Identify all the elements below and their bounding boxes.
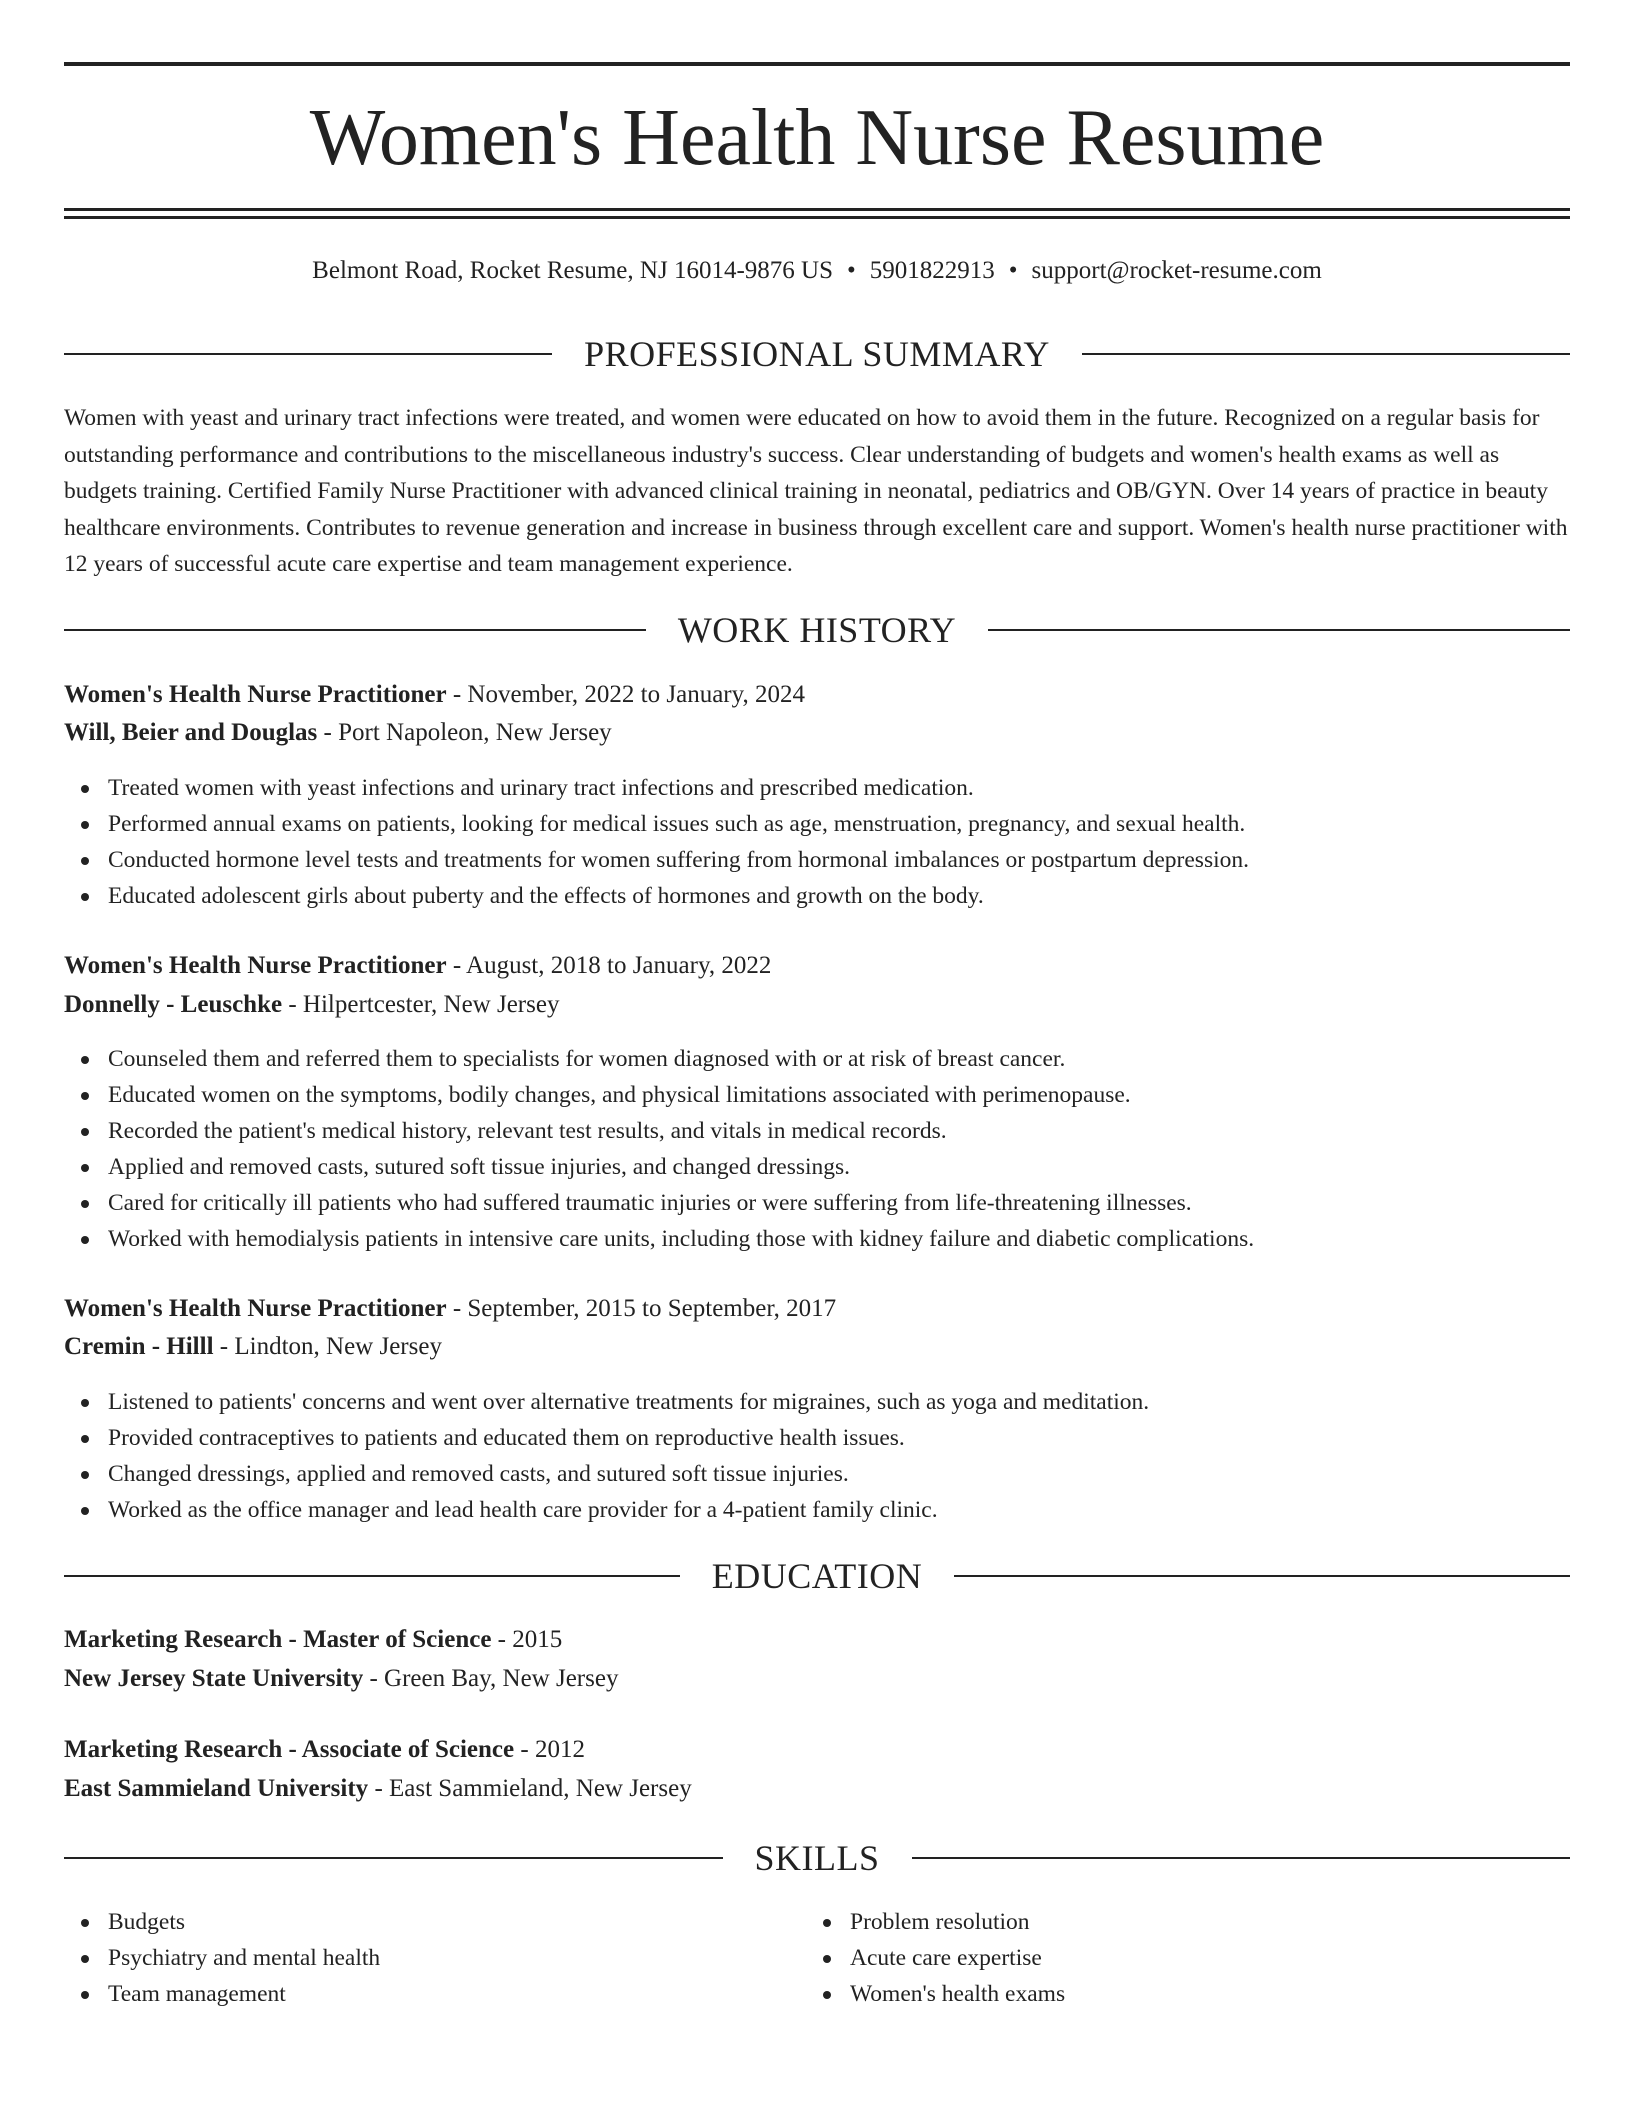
contact-email: support@rocket-resume.com bbox=[1031, 257, 1322, 284]
job-company-line bbox=[64, 987, 1570, 1023]
list-item: Provided contraceptives to patients and educated them on reproductive health issues. bbox=[64, 1420, 1570, 1456]
section-heading-skills bbox=[64, 1836, 1570, 1880]
list-item: Applied and removed casts, sutured soft tissue injuries, and changed dressings. bbox=[64, 1149, 1570, 1185]
list-item: Educated adolescent girls about puberty and the effects of hormones and growth on the body. bbox=[64, 878, 1570, 914]
job-company: Cremin - Hilll bbox=[64, 1333, 214, 1360]
job-dates: - August, 2018 to January, 2022 bbox=[446, 952, 772, 979]
resume-title: Women's Health Nurse Resume bbox=[309, 94, 1325, 182]
skills-list-right bbox=[806, 1904, 1506, 2012]
heading-rule bbox=[1082, 353, 1570, 355]
bullet-icon bbox=[81, 1128, 89, 1136]
list-item: Treated women with yeast infections and urinary tract infections and prescribed medication. bbox=[64, 770, 1570, 806]
job-title-line bbox=[64, 948, 1570, 984]
bullet-icon bbox=[81, 1236, 89, 1244]
list-item: Educated women on the symptoms, bodily changes, and physical limitations associated with perimenopause. bbox=[64, 1077, 1570, 1113]
job-company: Donnelly - Leuschke bbox=[64, 991, 283, 1018]
bullet-icon bbox=[81, 857, 89, 865]
section-title: EDUCATION bbox=[711, 1556, 923, 1596]
contact-separator: • bbox=[1008, 257, 1018, 284]
list-item: Cared for critically ill patients who had suffered traumatic injuries or were suffering from life-threatening illnesses. bbox=[64, 1185, 1570, 1221]
bullet-icon bbox=[81, 1955, 89, 1963]
list-item: Acute care expertise bbox=[806, 1940, 1506, 1976]
section-title: WORK HISTORY bbox=[677, 610, 957, 650]
education-year: - 2012 bbox=[514, 1736, 585, 1763]
list-item: Budgets bbox=[64, 1904, 764, 1940]
skills-list-left bbox=[64, 1904, 764, 2012]
list-item: Team management bbox=[64, 1976, 764, 2012]
section-heading-work bbox=[64, 608, 1570, 652]
section-title: SKILLS bbox=[754, 1838, 880, 1878]
title-rule-upper bbox=[64, 208, 1570, 211]
bullet-icon bbox=[823, 1955, 831, 1963]
contact-separator: • bbox=[846, 257, 856, 284]
heading-rule bbox=[912, 1857, 1571, 1859]
job-dates: - September, 2015 to September, 2017 bbox=[446, 1295, 837, 1322]
job-location: - Port Napoleon, New Jersey bbox=[317, 719, 612, 746]
contact-address: Belmont Road, Rocket Resume, NJ 16014-9876 US bbox=[312, 257, 833, 284]
bullet-icon bbox=[81, 1991, 89, 1999]
bullet-icon bbox=[81, 1507, 89, 1515]
bullet-icon bbox=[81, 1164, 89, 1172]
education-degree: Marketing Research - Master of Science bbox=[64, 1626, 492, 1653]
job-bullets bbox=[64, 770, 1570, 914]
bullet-icon bbox=[81, 785, 89, 793]
education-degree-line bbox=[64, 1732, 1570, 1768]
heading-rule bbox=[64, 629, 646, 631]
education-year: - 2015 bbox=[491, 1626, 563, 1653]
job-location: - Hilpertcester, New Jersey bbox=[282, 991, 560, 1018]
bullet-icon bbox=[81, 1471, 89, 1479]
summary-paragraph: Women with yeast and urinary tract infections were treated, and women were educated on how to avoid them in the future. Recognized on a regular basis for outstanding performance and contributions to the miscellaneous industry's success. Clear understanding of budgets and women's health exams as well as budgets training. Certified Family Nurse Practitioner with advanced clinical training in neonatal, pediatrics and OB/GYN. Over 14 years of practice in beauty healthcare environments. Contributes to revenue generation and increase in business through excellent care and support. Women's health nurse practitioner with 12 years of successful acute care expertise and team management experience. bbox=[64, 405, 1568, 577]
job-bullets bbox=[64, 1384, 1570, 1528]
job-dates: - November, 2022 to January, 2024 bbox=[446, 681, 805, 708]
list-item: Recorded the patient's medical history, relevant test results, and vitals in medical records. bbox=[64, 1113, 1570, 1149]
top-rule bbox=[64, 62, 1570, 66]
section-title: PROFESSIONAL SUMMARY bbox=[584, 334, 1050, 374]
job-title: Women's Health Nurse Practitioner bbox=[64, 1295, 447, 1322]
list-item: Women's health exams bbox=[806, 1976, 1506, 2012]
contact-line bbox=[64, 254, 1570, 288]
education-degree: Marketing Research - Associate of Science bbox=[64, 1736, 515, 1763]
education-degree-line bbox=[64, 1622, 1570, 1658]
bullet-icon bbox=[81, 1056, 89, 1064]
job-location: - Lindton, New Jersey bbox=[213, 1333, 442, 1360]
heading-rule bbox=[954, 1575, 1570, 1577]
heading-rule bbox=[988, 629, 1570, 631]
job-company-line bbox=[64, 1329, 1570, 1365]
job-company-line bbox=[64, 715, 1570, 751]
list-item: Worked as the office manager and lead health care provider for a 4-patient family clinic. bbox=[64, 1492, 1570, 1528]
job-company: Will, Beier and Douglas bbox=[64, 719, 318, 746]
job-title-line bbox=[64, 677, 1570, 713]
education-school-line bbox=[64, 1771, 1570, 1807]
bullet-icon bbox=[81, 1919, 89, 1927]
education-location: - East Sammieland, New Jersey bbox=[368, 1775, 692, 1802]
list-item: Counseled them and referred them to specialists for women diagnosed with or at risk of breast cancer. bbox=[64, 1041, 1570, 1077]
heading-rule bbox=[64, 1857, 723, 1859]
heading-rule bbox=[64, 1575, 680, 1577]
list-item: Changed dressings, applied and removed casts, and sutured soft tissue injuries. bbox=[64, 1456, 1570, 1492]
bullet-icon bbox=[81, 1200, 89, 1208]
list-item: Psychiatry and mental health bbox=[64, 1940, 764, 1976]
bullet-icon bbox=[81, 1399, 89, 1407]
list-item: Worked with hemodialysis patients in intensive care units, including those with kidney failure and diabetic complications. bbox=[64, 1221, 1570, 1257]
list-item: Performed annual exams on patients, looking for medical issues such as age, menstruation, pregnancy, and sexual health. bbox=[64, 806, 1570, 842]
section-heading-education bbox=[64, 1554, 1570, 1598]
education-school-line bbox=[64, 1661, 1570, 1697]
contact-phone: 5901822913 bbox=[869, 257, 995, 284]
list-item: Conducted hormone level tests and treatments for women suffering from hormonal imbalances or postpartum depression. bbox=[64, 842, 1570, 878]
bullet-icon bbox=[823, 1991, 831, 1999]
education-school: East Sammieland University bbox=[64, 1775, 369, 1802]
education-location: - Green Bay, New Jersey bbox=[363, 1665, 619, 1692]
section-heading-summary bbox=[64, 332, 1570, 376]
job-title-line bbox=[64, 1291, 1570, 1327]
bullet-icon bbox=[81, 893, 89, 901]
education-school: New Jersey State University bbox=[64, 1665, 364, 1692]
bullet-icon bbox=[81, 1435, 89, 1443]
bullet-icon bbox=[81, 1092, 89, 1100]
job-title: Women's Health Nurse Practitioner bbox=[64, 952, 447, 979]
bullet-icon bbox=[823, 1919, 831, 1927]
title-rule-lower bbox=[64, 216, 1570, 219]
list-item: Problem resolution bbox=[806, 1904, 1506, 1940]
bullet-icon bbox=[81, 821, 89, 829]
heading-rule bbox=[64, 353, 552, 355]
list-item: Listened to patients' concerns and went over alternative treatments for migraines, such as yoga and meditation. bbox=[64, 1384, 1570, 1420]
job-bullets bbox=[64, 1041, 1570, 1257]
job-title: Women's Health Nurse Practitioner bbox=[64, 681, 447, 708]
